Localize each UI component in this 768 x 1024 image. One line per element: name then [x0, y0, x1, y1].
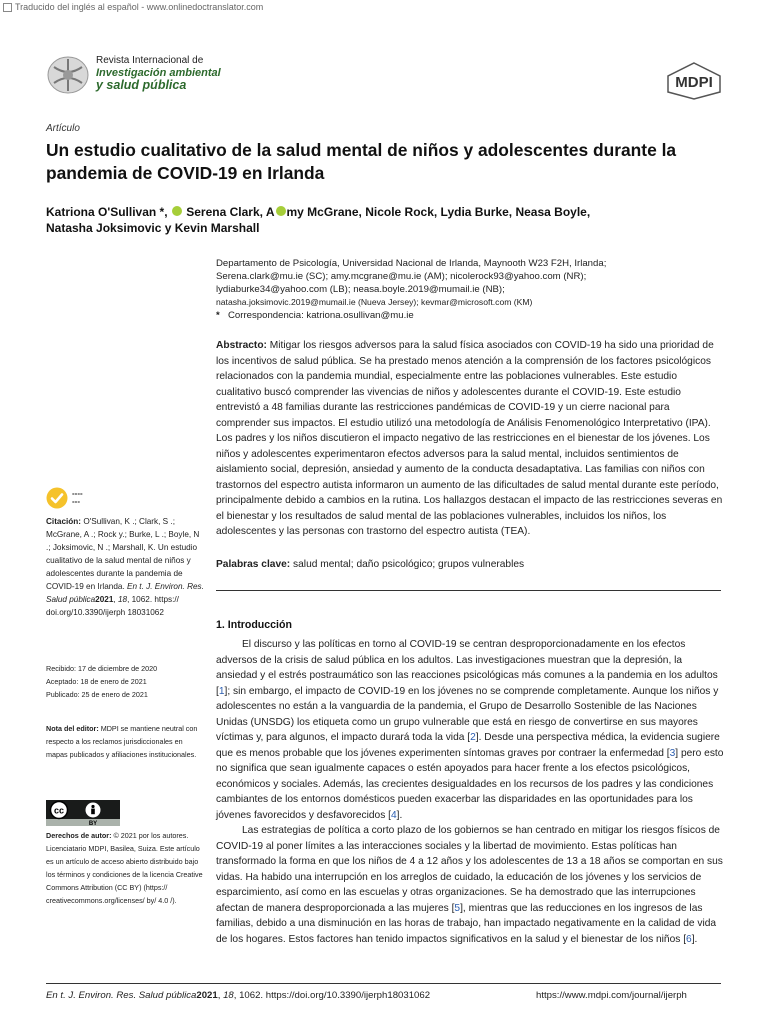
- paragraph-text: ]; sin embargo, el impacto de COVID-19 en los jóvenes no se comprende completamente. Aunque los niños y adolescentes no están a la vanguardia de la pandemia, el Grupo de Desarrollo Sostenible de las Naciones Unidas (UNSDG) los etiqueta como un grupo vulnerable que está en riesgo de convertirse en sus mayores víctimas y, para algunos, el impacto durará toda la vida [: [216, 685, 719, 743]
- footer-citation: En t. J. Environ. Res. Salud pública2021, 18, 1062. https://doi.org/10.3390/ijerph18031062: [46, 990, 431, 1001]
- article-title: Un estudio cualitativo de la salud mental de niños y adolescentes durante la pandemia de COVID-19 en Irlanda: [46, 140, 677, 183]
- paragraph-text: El discurso y las políticas en torno al COVID-19 se centran desproporcionadamente en los efectos adversos de la crisis de salud pública en los adultos. Las investigaciones muestran que la depresión, la ansiedad y el estrés postraumático son las reacciones psicológicas más comunes a la pandemia en los adultos [: [216, 639, 718, 697]
- cc-by-license-icon[interactable]: [46, 800, 120, 826]
- footer-divider: [46, 983, 721, 984]
- section-heading: 1. Introducción: [216, 619, 292, 631]
- citation-doi[interactable]: , 1062. https:// doi.org/10.3390/ijerph 18031062: [46, 595, 179, 617]
- author-text: Natasha Joksimovic y Kevin Marshall: [46, 221, 260, 235]
- author-text: Katriona O'Sullivan *,: [46, 205, 168, 219]
- citation-year: 2021: [95, 595, 114, 604]
- keywords-text: salud mental; daño psicológico; grupos vulnerables: [293, 559, 525, 570]
- cc-by-label: BY: [88, 821, 98, 826]
- paragraph-text: Las estrategias de política a corto plazo de los gobiernos se han centrado en mitigar los riesgos físicos de COVID-19 al poner límites a las interacciones sociales y la libertad de movimiento. Estas políticas han transformado la forma en que los niños de 4 a 12 años y los adolescentes de 13 a 18 años se comportan en sus vidas. Ha habido una interrupción en los arreglos de cuidado, la educación de los jóvenes y los servicios de esparcimiento, así como en las escuelas y otras organizaciones. Se ha demostrado que las interrupciones afectan de manera desproporcionada a las mujeres [: [216, 825, 723, 914]
- mdpi-logo-text: MDPI: [675, 74, 713, 91]
- check-text: [72, 490, 83, 506]
- check-for-updates-icon[interactable]: [46, 487, 68, 509]
- author-text: my McGrane, Nicole Rock, Lydia Burke, Neasa Boyle,: [286, 205, 591, 219]
- paragraph: [216, 823, 724, 947]
- citation-label: Citación:: [46, 517, 82, 526]
- paragraph-text: ]. Desde una perspectiva médica, la evidencia sugiere que es menos probable que los jóvenes experimenten síntomas graves por contraer la enfermedad [: [216, 732, 720, 759]
- check-for-updates[interactable]: [46, 487, 206, 509]
- intro-body: [216, 637, 724, 947]
- author-list: [46, 204, 606, 236]
- reference-link[interactable]: 1: [218, 685, 225, 697]
- paragraph-text: ].: [691, 933, 698, 945]
- journal-name-line2: Investigación ambiental: [96, 67, 221, 79]
- abstract-label: Abstracto:: [216, 340, 267, 351]
- correspondence: [216, 309, 716, 322]
- svg-text:cc: cc: [53, 805, 65, 816]
- paragraph-text: ] pero esto no significa que sean igualmente capaces o estén apoyados para hacer frente a los efectos psicológicos, económicos y sociales. Además, las crecientes desigualdades en los recursos de los padres y las condiciones cambiantes de los entornos domésticos pueden exacerbar las disparidades en las oportunidades para los jóvenes favorecidos y desfavorecidos [: [216, 747, 724, 821]
- correspondence-text: Correspondencia: katriona.osullivan@mu.ie: [228, 310, 414, 321]
- orcid-icon[interactable]: [172, 206, 182, 216]
- citation-text: O'Sullivan, K .; Clark, S .; McGrane, A .; Rock y.; Burke, L .; Boyle, N .; Joksimovic, N .; Marshall, K. Un estudio cualitativo de la salud mental de niños y adolescentes durante la pandemia de COVID-19 en Irlanda.: [46, 517, 200, 591]
- editor-note-label: Nota del editor:: [46, 724, 99, 733]
- copyright-text: © 2021 por los autores. Licenciatario MDPI, Basilea, Suiza. Este artículo es un artículo de acceso abierto distribuido bajo los términos y condiciones de la licencia Creative Commons Attribution (CC BY) (https:// creativecommons.org/licenses/ by/ 4.0 /).: [46, 831, 203, 905]
- paragraph-text: ].: [396, 809, 403, 821]
- published-date: Publicado: 25 de enero de 2021: [46, 690, 148, 699]
- journal-name-line3: y salud pública: [96, 78, 187, 92]
- translator-bar: [0, 0, 768, 14]
- journal-header: [46, 55, 221, 95]
- abstract: [216, 338, 724, 540]
- footer-journal: En t. J. Environ. Res. Salud pública: [46, 990, 197, 1001]
- footer-year: 2021: [196, 990, 218, 1001]
- keywords: [216, 558, 724, 572]
- reference-link[interactable]: 4: [390, 809, 397, 821]
- translator-link[interactable]: Traducido del inglés al español - www.onlinedoctranslator.com: [15, 2, 264, 12]
- reference-link[interactable]: 3: [669, 747, 676, 759]
- accepted-date: Aceptado: 18 de enero de 2021: [46, 677, 147, 686]
- reference-link[interactable]: 6: [686, 933, 692, 945]
- affiliation-line: Serena.clark@mu.ie (SC); amy.mcgrane@mu.ie (AM); nicolerock93@yahoo.com (NR);: [216, 271, 587, 282]
- footer-doi[interactable]: , 1062. https://doi.org/10.3390/ijerph18031062: [233, 990, 431, 1001]
- paragraph: [216, 637, 724, 823]
- journal-name: [96, 55, 221, 91]
- affiliation-line: lydiaburke34@yahoo.com (LB); neasa.boyle.2019@mumail.ie (NB);: [216, 284, 505, 295]
- citation: Citación: O'Sullivan, K .; Clark, S .; McGrane, A .; Rock y.; Burke, L .; Boyle, N .; Joksimovic, N .; Marshall, K. Un estudio cualitativo de la salud mental de niños y adolescentes durante la pandemia de COVID-19 en Irlanda. En t. J. Environ. Res. Salud pública2021, 18, 1062. https:// doi.org/10.3390/ijerph 18031062: [46, 517, 204, 617]
- mdpi-logo-icon: [666, 62, 722, 100]
- citation-journal: En t. J. Environ. Res. Salud pública: [46, 582, 204, 604]
- article-type: Artículo: [46, 123, 80, 134]
- reference-link[interactable]: 5: [454, 902, 461, 914]
- received-date: Recibido: 17 de diciembre de 2020: [46, 664, 158, 673]
- journal-url-link[interactable]: https://www.mdpi.com/journal/ijerph: [536, 990, 687, 1001]
- journal-name-line1: Revista Internacional de: [96, 55, 204, 66]
- citation-volume: 18: [117, 595, 128, 604]
- editor-note: [46, 722, 206, 761]
- editor-note-text: MDPI se mantiene neutral con respecto a los reclamos jurisdiccionales en mapas publicados y afiliaciones institucionales.: [46, 724, 198, 759]
- correspondence-marker: *: [216, 310, 220, 321]
- orcid-icon[interactable]: [276, 206, 286, 216]
- affiliation-line: natasha.joksimovic.2019@mumail.ie (Nueva Jersey); kevmar@microsoft.com (KM): [216, 297, 533, 307]
- check-text-line: ----: [72, 489, 83, 498]
- publication-dates: [46, 662, 206, 701]
- copyright-label: Derechos de autor:: [46, 831, 112, 840]
- affiliation-line: Departamento de Psicología, Universidad Nacional de Irlanda, Maynooth W23 F2H, Irlanda;: [216, 258, 607, 269]
- author-text: Serena Clark, A: [186, 205, 275, 219]
- abstract-text: Mitigar los riesgos adversos para la salud física asociados con COVID-19 ha sido una prioridad de los incentivos de salud pública. Se ha prestado menos atención a la comprensión de los factores psicológicos relacionados con la pandemia mundial, especialmente entre las poblaciones vulnerables. Este estudio cualitativo buscó comprender las vivencias de niños y adolescentes durante el COVID-19. Este estudio entrevistó a 48 familias durante las restricciones pandémicas de COVID-19 y un cierre nacional para comprender sus impactos. El estudio utilizó una metodología de Análisis Fenomenológico Interpretativo (IPA). Los padres y los niños discutieron el impacto negativo de las restricciones en el bienestar de los jóvenes. Los niños y adolescentes experimentaron efectos adversos para la salud mental, incluidos sentimientos de aislamiento social, depresión, ansiedad y aumento de la conducta desadaptativa. Las familias con niños con trastornos del espectro autista informaron un aumento de las dificultades de salud mental durante este período, principalmente debido a cambios en la rutina. Los hallazgos destacan el impacto de las restricciones severas en el bienestar y los resultados de salud mental de las poblaciones vulnerables, incluidos los niños, los adolescentes y las personas con trastorno del espectro autista (TEA).: [216, 340, 723, 537]
- copyright: [46, 829, 206, 907]
- reference-link[interactable]: 2: [470, 732, 476, 743]
- section-divider: [216, 590, 721, 591]
- keywords-label: Palabras clave:: [216, 559, 291, 570]
- paragraph-text: ], mientras que las reducciones en los ingresos de las familias, debido a una disminución en las horas de trabajo, han impactado negativamente en la calidad de vida de los hogares. Estos factores han tenido impactos significativos en la salud y el bienestar de los niños [: [216, 902, 717, 945]
- footer-volume: 18: [223, 990, 234, 1001]
- journal-logo-icon: [46, 55, 90, 95]
- check-text-line: ---: [72, 497, 80, 506]
- translate-icon: [3, 3, 12, 12]
- affiliation-block: [216, 257, 716, 322]
